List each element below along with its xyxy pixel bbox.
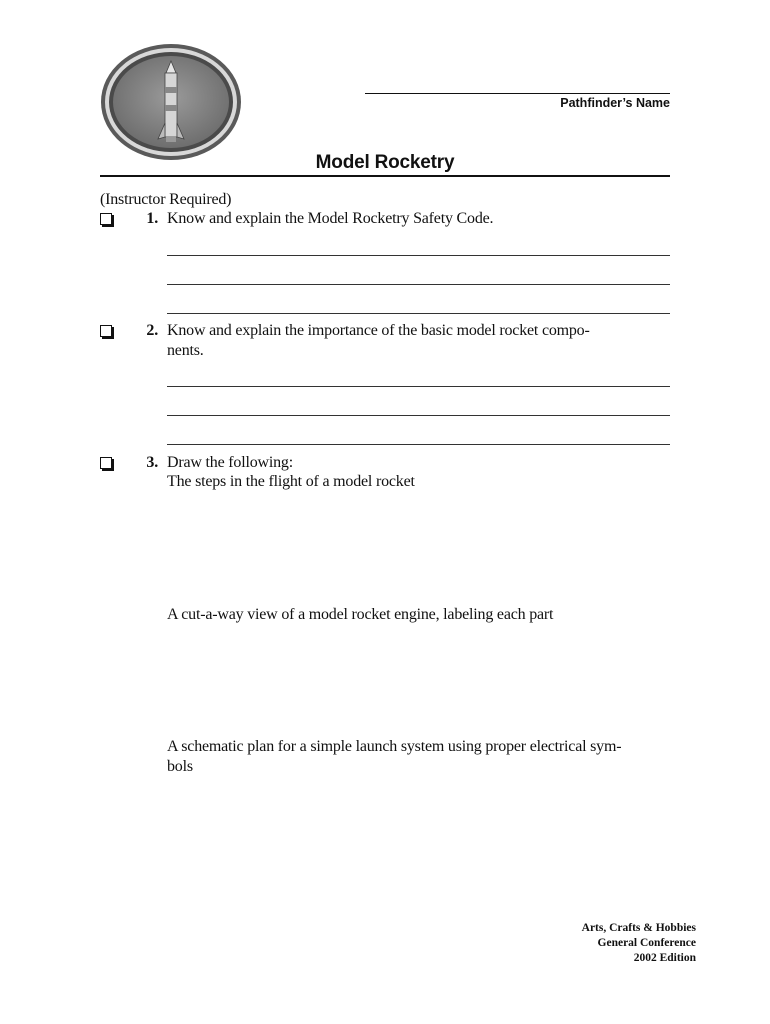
requirement-3-text-line-1: Draw the following: [167, 454, 293, 471]
requirement-2-answer-line-3[interactable] [167, 444, 670, 445]
title-divider [100, 175, 670, 177]
requirement-1-text: Know and explain the Model Rocketry Safety Code. [167, 210, 494, 227]
requirement-1-answer-line-1[interactable] [167, 255, 670, 256]
requirement-3-text-line-2: The steps in the flight of a model rocket [167, 473, 415, 490]
name-underline[interactable] [365, 93, 670, 94]
requirement-2-checkbox[interactable] [100, 325, 112, 337]
instructor-note: (Instructor Required) [100, 191, 232, 208]
name-label: Pathfinder’s Name [560, 96, 670, 110]
rocket-badge-icon [100, 43, 242, 161]
requirement-2-answer-line-1[interactable] [167, 386, 670, 387]
footer-publisher: General Conference [597, 937, 696, 949]
requirement-2-text-line-2: nents. [167, 342, 204, 359]
requirement-1-answer-line-2[interactable] [167, 284, 670, 285]
footer-edition: 2002 Edition [633, 952, 696, 964]
page-title: Model Rocketry [315, 152, 455, 173]
requirement-3-sub-item-schematic-line-1: A schematic plan for a simple launch system using proper electrical sym- [167, 738, 622, 755]
requirement-1-number: 1. [146, 210, 158, 227]
requirement-3-sub-item-schematic-line-2: bols [167, 758, 193, 775]
requirement-3-number: 3. [146, 454, 158, 471]
requirement-2-text-line-1: Know and explain the importance of the basic model rocket compo- [167, 322, 590, 339]
footer [582, 921, 696, 966]
requirement-1-answer-line-3[interactable] [167, 313, 670, 314]
requirement-2-number: 2. [146, 322, 158, 339]
requirement-2-answer-line-2[interactable] [167, 415, 670, 416]
requirement-3-checkbox[interactable] [100, 457, 112, 469]
requirement-3-sub-item-engine: A cut-a-way view of a model rocket engine, labeling each part [167, 606, 554, 623]
footer-category: Arts, Crafts & Hobbies [581, 922, 696, 934]
requirement-1-checkbox[interactable] [100, 213, 112, 225]
